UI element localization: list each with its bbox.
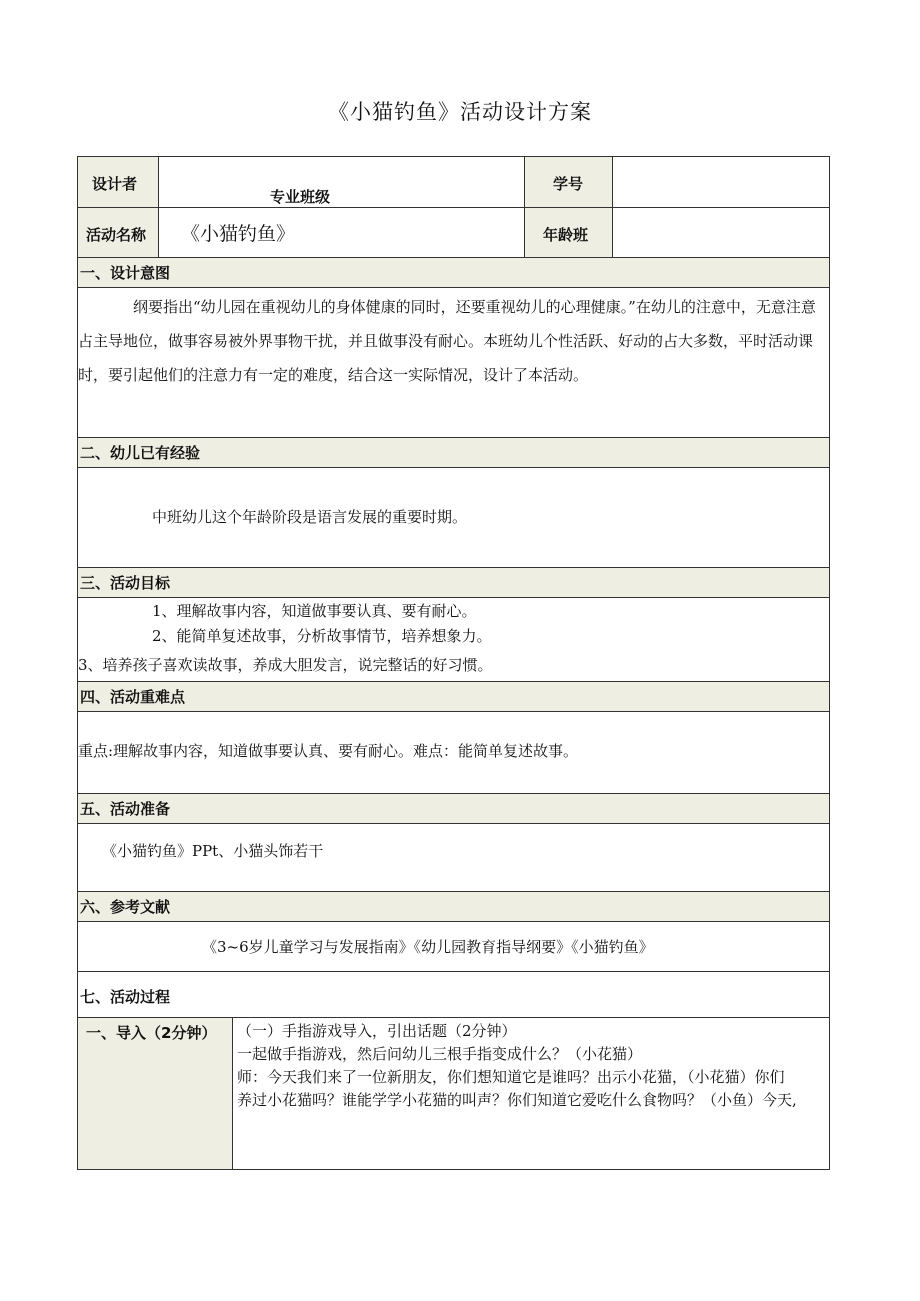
section-heading-preparation: 五、活动准备 — [77, 794, 830, 824]
activity-name-label-cell — [78, 208, 158, 257]
key-points-text: 重点:理解故事内容，知道做事要认真、要有耐心。难点：能简单复述故事。 — [78, 742, 579, 760]
info-row-activity — [77, 208, 830, 258]
section-body-prior-experience — [77, 468, 830, 568]
section-body-goals — [77, 598, 830, 682]
goal-item: 1、理解故事内容，知道做事要认真、要有耐心。 — [152, 602, 477, 620]
process-line: 一起做手指游戏，然后问幼儿三根手指变成什么？（小花猫） — [237, 1045, 643, 1063]
student-id-label-cell — [524, 157, 612, 207]
prior-experience-text: 中班幼儿这个年龄阶段是语言发展的重要时期。 — [152, 508, 468, 526]
section-body-key-points — [77, 712, 830, 794]
process-step-label: 一、导入（2分钟） — [86, 1024, 217, 1042]
section-body-process — [77, 1018, 830, 1170]
designer-value-cell — [158, 157, 524, 207]
section-heading-prior-experience: 二、幼儿已有经验 — [77, 438, 830, 468]
activity-name-label: 活动名称 — [86, 226, 147, 244]
process-line: 养过小花猫吗？谁能学学小花猫的叫声？你们知道它爱吃什么食物吗？（小鱼）今天, — [237, 1091, 797, 1109]
section-heading-goals: 三、活动目标 — [77, 568, 830, 598]
student-id-label: 学号 — [553, 175, 584, 193]
plan-table — [77, 156, 830, 1170]
student-id-value-cell — [612, 157, 829, 207]
section-heading-process — [77, 972, 830, 1018]
goal-item: 2、能简单复述故事，分析故事情节，培养想象力。 — [152, 627, 492, 645]
goal-item: 3、培养孩子喜欢读故事，养成大胆发言，说完整话的好习惯。 — [78, 656, 493, 674]
age-class-label: 年龄班 — [543, 226, 589, 244]
designer-label-cell — [78, 157, 158, 207]
process-step-content-cell — [232, 1018, 829, 1169]
section-body-preparation — [77, 824, 830, 892]
section-heading-references: 六、参考文献 — [77, 892, 830, 922]
process-line: （一）手指游戏导入，引出话题（2分钟） — [237, 1022, 517, 1040]
activity-name-value: 《小猫钓鱼》 — [181, 223, 296, 245]
section-heading-key-points: 四、活动重难点 — [77, 682, 830, 712]
process-heading: 七、活动过程 — [80, 988, 171, 1006]
class-label: 专业班级 — [270, 188, 331, 206]
section-body-design-intent — [77, 288, 830, 438]
age-class-value-cell — [612, 208, 829, 257]
document-title: 《小猫钓鱼》活动设计方案 — [328, 100, 592, 124]
preparation-text: 《小猫钓鱼》PPt、小猫头饰若干 — [102, 842, 324, 860]
section-body-references — [77, 922, 830, 972]
activity-name-value-cell — [158, 208, 524, 257]
references-text: 《3~6岁儿童学习与发展指南》《幼儿园教育指导纲要》《小猫钓鱼》 — [202, 938, 654, 956]
section-heading-design-intent: 一、设计意图 — [77, 258, 830, 288]
design-intent-text: 纲要指出“幼儿园在重视幼儿的身体健康的同时，还要重视幼儿的心理健康。”在幼儿的注意中，无意注意占主导地位，做事容易被外界事物干扰，并且做事没有耐心。本班幼儿个性活跃、好动的占大多数，平时活动课时，要引起他们的注意力有一定的难度，结合这一实际情况，设计了本活动。 — [78, 298, 816, 384]
designer-label: 设计者 — [92, 175, 138, 193]
info-row-designer — [77, 156, 830, 208]
process-line: 师：今天我们来了一位新朋友，你们想知道它是谁吗？出示小花猫，（小花猫）你们 — [237, 1068, 785, 1086]
process-step-label-cell — [78, 1018, 232, 1169]
age-class-label-cell — [524, 208, 612, 257]
